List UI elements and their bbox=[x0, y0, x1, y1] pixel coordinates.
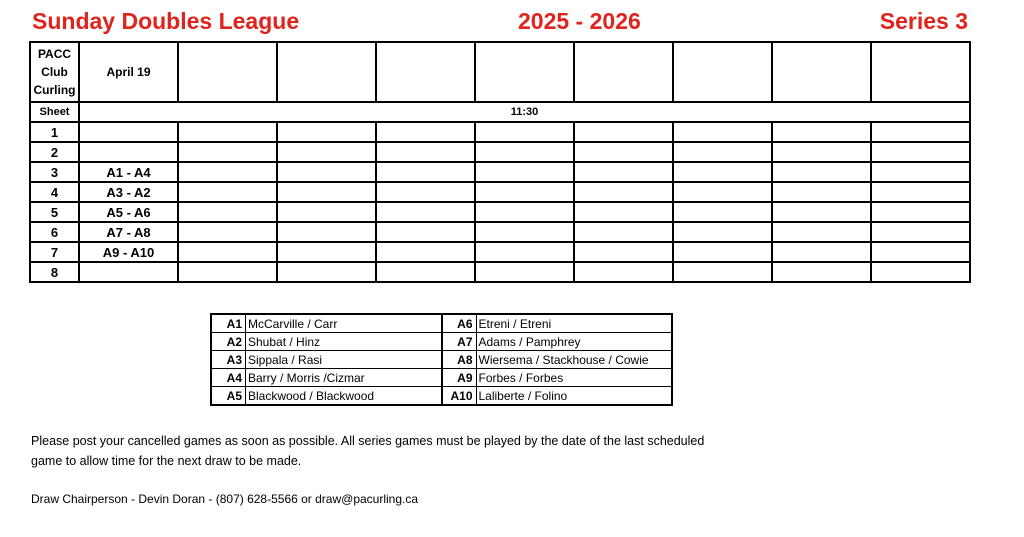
game-cell bbox=[376, 142, 475, 162]
series-title: Series 3 bbox=[879, 8, 968, 34]
team-row bbox=[211, 387, 672, 406]
season-title: 2025 - 2026 bbox=[518, 8, 641, 34]
team-code: A10 bbox=[442, 387, 477, 406]
instructions-note bbox=[31, 431, 791, 471]
game-cell bbox=[871, 182, 970, 202]
sheet-number: 4 bbox=[30, 182, 79, 202]
game-cell bbox=[376, 162, 475, 182]
game-cell bbox=[376, 182, 475, 202]
sheet-number: 8 bbox=[30, 262, 79, 282]
game-cell bbox=[673, 162, 772, 182]
teams-legend bbox=[210, 313, 673, 406]
game-cell bbox=[277, 162, 376, 182]
game-cell bbox=[475, 162, 574, 182]
game-cell bbox=[376, 122, 475, 142]
draw-time: 11:30 bbox=[79, 102, 970, 122]
date-cell bbox=[475, 42, 574, 102]
team-row bbox=[211, 369, 672, 387]
game-cell bbox=[376, 262, 475, 282]
game-cell bbox=[475, 202, 574, 222]
game-cell bbox=[871, 222, 970, 242]
game-cell bbox=[376, 202, 475, 222]
game-cell bbox=[277, 122, 376, 142]
team-name: Wiersema / Stackhouse / Cowie bbox=[476, 351, 672, 369]
game-cell bbox=[277, 142, 376, 162]
date-cell bbox=[277, 42, 376, 102]
game-cell bbox=[574, 182, 673, 202]
team-name: Laliberte / Folino bbox=[478, 388, 568, 403]
team-code: A3 bbox=[211, 351, 246, 369]
team-name: Sippala / Rasi bbox=[246, 351, 442, 369]
game-cell bbox=[178, 202, 277, 222]
game-cell bbox=[772, 142, 871, 162]
game-cell bbox=[79, 122, 178, 142]
title-row bbox=[30, 8, 970, 38]
team-row bbox=[211, 333, 672, 351]
team-code: A1 bbox=[211, 314, 246, 333]
game-cell bbox=[871, 242, 970, 262]
game-cell bbox=[574, 142, 673, 162]
game-cell: A1 - A4 bbox=[79, 162, 178, 182]
game-cell bbox=[673, 142, 772, 162]
team-name: Adams / Pamphrey bbox=[476, 333, 672, 351]
game-cell: A3 - A2 bbox=[79, 182, 178, 202]
game-cell bbox=[673, 242, 772, 262]
team-name: Blackwood / Blackwood bbox=[246, 387, 442, 406]
date-cell: April 19 bbox=[79, 42, 178, 102]
game-cell bbox=[277, 222, 376, 242]
game-cell bbox=[772, 222, 871, 242]
sheet-row bbox=[30, 222, 970, 242]
game-cell bbox=[475, 262, 574, 282]
game-cell bbox=[673, 202, 772, 222]
team-name: Etreni / Etreni bbox=[476, 314, 672, 333]
game-cell bbox=[871, 202, 970, 222]
schedule-table bbox=[29, 41, 971, 283]
sheet-number: 1 bbox=[30, 122, 79, 142]
league-title: Sunday Doubles League bbox=[32, 8, 300, 34]
game-cell bbox=[871, 142, 970, 162]
game-cell bbox=[79, 262, 178, 282]
team-name: Forbes / Forbes bbox=[476, 369, 672, 387]
note-line: Please post your cancelled games as soon as possible. All series games must be played by the date of the last scheduled bbox=[31, 434, 705, 448]
note-line: game to allow time for the next draw to be made. bbox=[31, 454, 302, 468]
game-cell bbox=[277, 242, 376, 262]
sheet-label: Sheet bbox=[30, 102, 79, 122]
sheet-number: 3 bbox=[30, 162, 79, 182]
game-cell bbox=[574, 122, 673, 142]
game-cell bbox=[574, 202, 673, 222]
game-cell bbox=[178, 182, 277, 202]
game-cell bbox=[178, 242, 277, 262]
game-cell bbox=[871, 162, 970, 182]
sheet-row bbox=[30, 242, 970, 262]
date-header-row bbox=[30, 42, 970, 102]
game-cell bbox=[475, 142, 574, 162]
game-cell bbox=[772, 122, 871, 142]
game-cell bbox=[673, 222, 772, 242]
team-code: A2 bbox=[211, 333, 246, 351]
team-code: A6 bbox=[442, 314, 477, 333]
game-cell bbox=[277, 262, 376, 282]
time-row bbox=[30, 102, 970, 122]
team-row bbox=[211, 351, 672, 369]
team-code: A5 bbox=[211, 387, 246, 406]
game-cell bbox=[178, 142, 277, 162]
game-cell bbox=[871, 122, 970, 142]
game-cell bbox=[79, 142, 178, 162]
game-cell bbox=[772, 182, 871, 202]
date-cell bbox=[574, 42, 673, 102]
game-cell: A5 - A6 bbox=[79, 202, 178, 222]
game-cell bbox=[376, 242, 475, 262]
game-cell bbox=[178, 122, 277, 142]
game-cell bbox=[871, 262, 970, 282]
sheet-row bbox=[30, 142, 970, 162]
sheet-number: 2 bbox=[30, 142, 79, 162]
game-cell bbox=[772, 262, 871, 282]
game-cell bbox=[772, 242, 871, 262]
club-label-line: PACC bbox=[37, 47, 72, 61]
game-cell bbox=[574, 262, 673, 282]
game-cell bbox=[277, 182, 376, 202]
club-label bbox=[30, 42, 79, 102]
team-name: McCarville / Carr bbox=[246, 314, 442, 333]
team-code: A7 bbox=[442, 333, 477, 351]
date-cell bbox=[376, 42, 475, 102]
sheet-row bbox=[30, 182, 970, 202]
game-cell bbox=[673, 182, 772, 202]
game-cell bbox=[178, 222, 277, 242]
sheet-number: 5 bbox=[30, 202, 79, 222]
team-code: A8 bbox=[442, 351, 477, 369]
club-label-line: Curling bbox=[33, 83, 76, 97]
date-cell bbox=[673, 42, 772, 102]
game-cell bbox=[673, 122, 772, 142]
team-name: Barry / Morris /Cizmar bbox=[246, 369, 442, 387]
sheet-row bbox=[30, 262, 970, 282]
game-cell bbox=[574, 222, 673, 242]
game-cell bbox=[178, 262, 277, 282]
game-cell bbox=[376, 222, 475, 242]
club-label-line: Club bbox=[41, 65, 68, 79]
team-code: A9 bbox=[442, 369, 477, 387]
game-cell bbox=[475, 122, 574, 142]
date-cell bbox=[178, 42, 277, 102]
game-cell bbox=[772, 162, 871, 182]
game-cell bbox=[475, 242, 574, 262]
game-cell: A7 - A8 bbox=[79, 222, 178, 242]
date-cell bbox=[772, 42, 871, 102]
sheet-row bbox=[30, 202, 970, 222]
game-cell bbox=[475, 222, 574, 242]
game-cell bbox=[574, 162, 673, 182]
contact-line: Draw Chairperson - Devin Doran - (807) 628-5566 or draw@pacurling.ca bbox=[31, 492, 419, 506]
sheet-row bbox=[30, 162, 970, 182]
game-cell bbox=[772, 202, 871, 222]
date-cell bbox=[871, 42, 970, 102]
game-cell bbox=[574, 242, 673, 262]
team-code: A4 bbox=[211, 369, 246, 387]
game-cell bbox=[673, 262, 772, 282]
game-cell: A9 - A10 bbox=[79, 242, 178, 262]
sheet-row bbox=[30, 122, 970, 142]
game-cell bbox=[178, 162, 277, 182]
team-name: Shubat / Hinz bbox=[246, 333, 442, 351]
sheet-number: 7 bbox=[30, 242, 79, 262]
team-row bbox=[211, 314, 672, 333]
sheet-number: 6 bbox=[30, 222, 79, 242]
game-cell bbox=[475, 182, 574, 202]
game-cell bbox=[277, 202, 376, 222]
